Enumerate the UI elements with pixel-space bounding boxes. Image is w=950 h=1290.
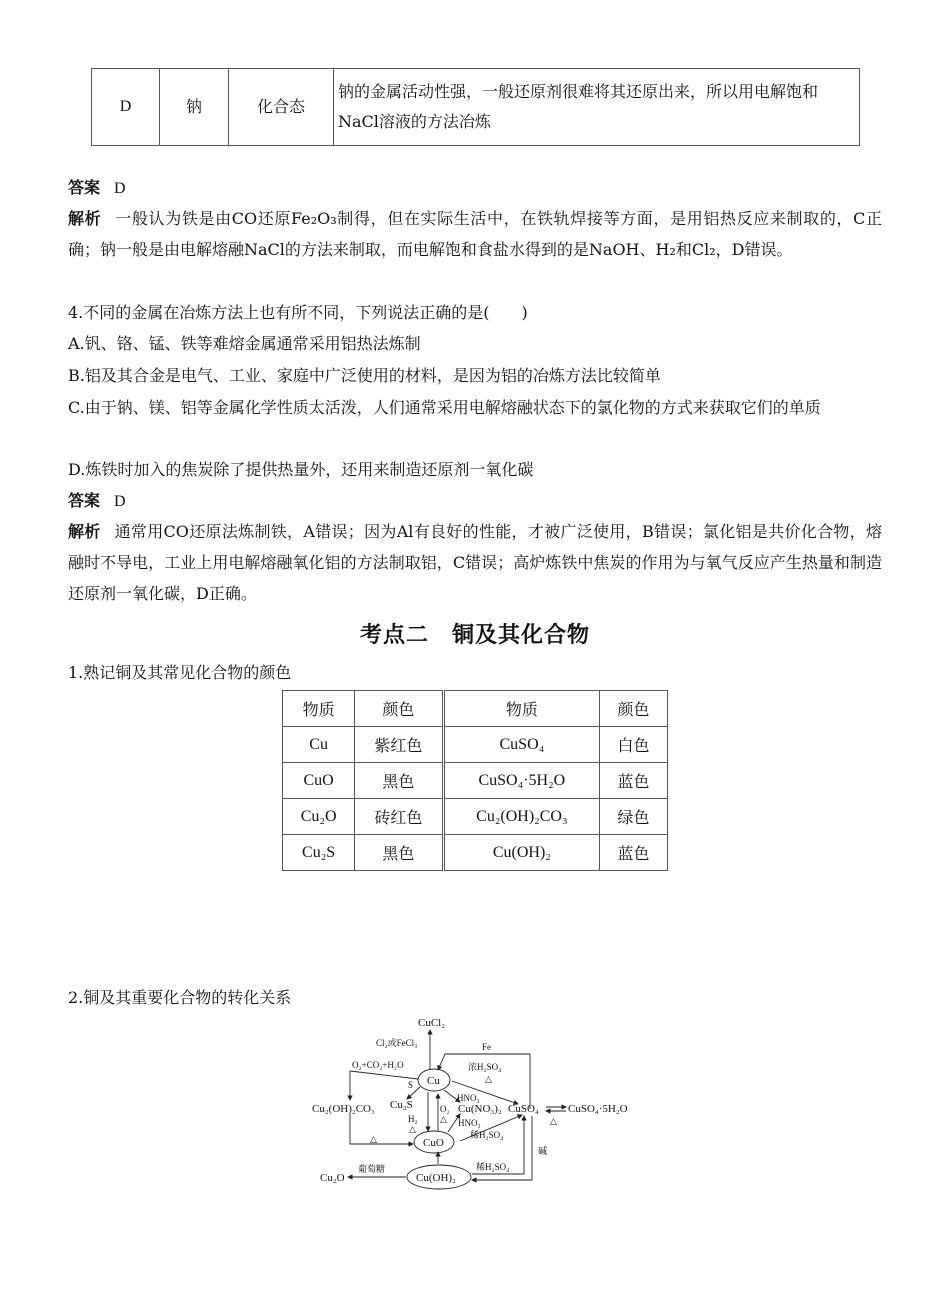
label-heat-4: △ [550, 1116, 557, 1126]
label-cuno32: Cu(NO₃)₂ [458, 1103, 502, 1115]
copper-conversion-diagram [310, 1014, 650, 1194]
table-header: 物质 [283, 691, 355, 727]
q4-answer [68, 485, 882, 517]
label-cuso4: CuSO₄ [508, 1103, 539, 1115]
label-heat-3: △ [440, 1114, 447, 1124]
q3-answer [68, 172, 882, 204]
table-header-row [283, 691, 668, 727]
answer-label: 答案 [68, 491, 101, 510]
section-title: 考点二 铜及其化合物 [359, 623, 590, 648]
table-header: 物质 [443, 691, 600, 727]
label-heat-2: △ [409, 1124, 416, 1134]
label-cuso4-5h2o: CuSO₄·5H₂O [568, 1103, 628, 1115]
table-cell: 蓝色 [600, 763, 668, 799]
table-cell-explanation: 钠的金属活动性强，一般还原剂很难将其还原出来，所以用电解饱和NaCl溶液的方法冶炼 [334, 69, 860, 146]
label-cuo: CuO [423, 1137, 444, 1149]
label-o2-co2-h2o: O₂+CO₂+H₂O [352, 1060, 404, 1070]
item2-title: 2.铜及其重要化合物的转化关系 [68, 988, 292, 1007]
label-s: S [408, 1080, 414, 1090]
label-alkali: 碱 [538, 1146, 548, 1156]
table-cell: 紫红色 [355, 727, 443, 763]
label-cu2o: Cu₂O [320, 1172, 345, 1184]
label-cl2-fecl3: Cl₂或FeCl₃ [376, 1038, 418, 1048]
answer-value: D [114, 180, 126, 197]
q4-analysis [68, 516, 882, 609]
table-cell: Cu(OH)₂ [443, 835, 600, 871]
label-cucl2: CuCl₂ [418, 1017, 446, 1029]
item1-title: 1.熟记铜及其常见化合物的颜色 [68, 663, 292, 682]
label-hno3-1: HNO₃ [457, 1093, 480, 1103]
q3-analysis [68, 203, 882, 265]
metal-smelting-table [91, 68, 860, 146]
table-cell: 蓝色 [600, 835, 668, 871]
table-cell: 绿色 [600, 799, 668, 835]
q4-option-a: A.钒、铬、锰、铁等难熔金属通常采用铝热法炼制 [68, 334, 421, 353]
table-cell: 黑色 [355, 835, 443, 871]
table-row [283, 727, 668, 763]
answer-value: D [114, 493, 126, 510]
analysis-label: 解析 [68, 522, 101, 541]
table-cell: Cu [283, 727, 355, 763]
table-header: 颜色 [600, 691, 668, 727]
table-cell: Cu₂(OH)₂CO₃ [443, 799, 600, 835]
label-cuoh2: Cu(OH)₂ [416, 1172, 456, 1184]
table-cell: 白色 [600, 727, 668, 763]
analysis-text: 通常用CO还原法炼制铁，A错误；因为Al有良好的性能，才被广泛使用，B错误；氯化铝是共价化合物，熔融时不导电，工业上用电解熔融氧化铝的方法制取铝，C错误；高炉炼铁中焦炭的作用为与氧气反应产生热量和制造还原剂一氧化碳，D正确。 [68, 522, 882, 603]
table-cell: Cu₂O [283, 799, 355, 835]
q4-option-b: B.铝及其合金是电气、工业、家庭中广泛使用的材料，是因为铝的冶炼方法比较简单 [68, 366, 661, 385]
label-dilute-h2so4-1: 稀H₂SO₄ [470, 1130, 504, 1140]
q4-option-c: C.由于钠、镁、铝等金属化学性质太活泼，人们通常采用电解熔融状态下的氯化物的方式来获取它们的单质 [68, 398, 821, 417]
table-cell-metal: 钠 [160, 69, 229, 146]
table-cell: CuSO₄·5H₂O [443, 763, 600, 799]
label-cu2oh2co3: Cu₂(OH)₂CO₃ [312, 1103, 375, 1115]
table-row [283, 763, 668, 799]
label-dilute-h2so4-2: 稀H₂SO₄ [476, 1162, 510, 1172]
table-cell: 砖红色 [355, 799, 443, 835]
label-heat-5: △ [370, 1134, 377, 1144]
table-cell: 黑色 [355, 763, 443, 799]
table-cell: Cu₂S [283, 835, 355, 871]
table-cell: CuSO₄ [443, 727, 600, 763]
answer-label: 答案 [68, 178, 101, 197]
label-o2: O₂ [440, 1104, 450, 1114]
label-hno3-2: HNO₃ [458, 1118, 481, 1128]
q4-option-d: D.炼铁时加入的焦炭除了提供热量外，还用来制造还原剂一氧化碳 [68, 460, 534, 479]
label-conc-h2so4: 浓H₂SO₄ [468, 1062, 502, 1072]
label-cu2s: Cu₂S [390, 1099, 413, 1111]
table-row [283, 835, 668, 871]
table-row [283, 799, 668, 835]
table-cell: CuO [283, 763, 355, 799]
label-cu: Cu [427, 1075, 440, 1087]
label-heat: △ [485, 1074, 492, 1084]
label-h2: H₂ [408, 1114, 418, 1124]
table-row [92, 69, 860, 146]
label-fe: Fe [482, 1042, 491, 1052]
table-header: 颜色 [355, 691, 443, 727]
table-cell-state: 化合态 [229, 69, 334, 146]
table-cell-option: D [92, 69, 160, 146]
copper-color-table [282, 690, 668, 871]
label-glucose: 葡萄糖 [358, 1164, 386, 1174]
q4-stem: 4.不同的金属在冶炼方法上也有所不同，下列说法正确的是( ) [68, 303, 528, 322]
analysis-label: 解析 [68, 209, 102, 228]
analysis-text: 一般认为铁是由CO还原Fe₂O₃制得，但在实际生活中，在铁轨焊接等方面，是用铝热反应来制取的，C正确；钠一般是由电解熔融NaCl的方法来制取，而电解饱和食盐水得到的是NaOH、H₂和Cl₂，D错误。 [68, 209, 882, 259]
